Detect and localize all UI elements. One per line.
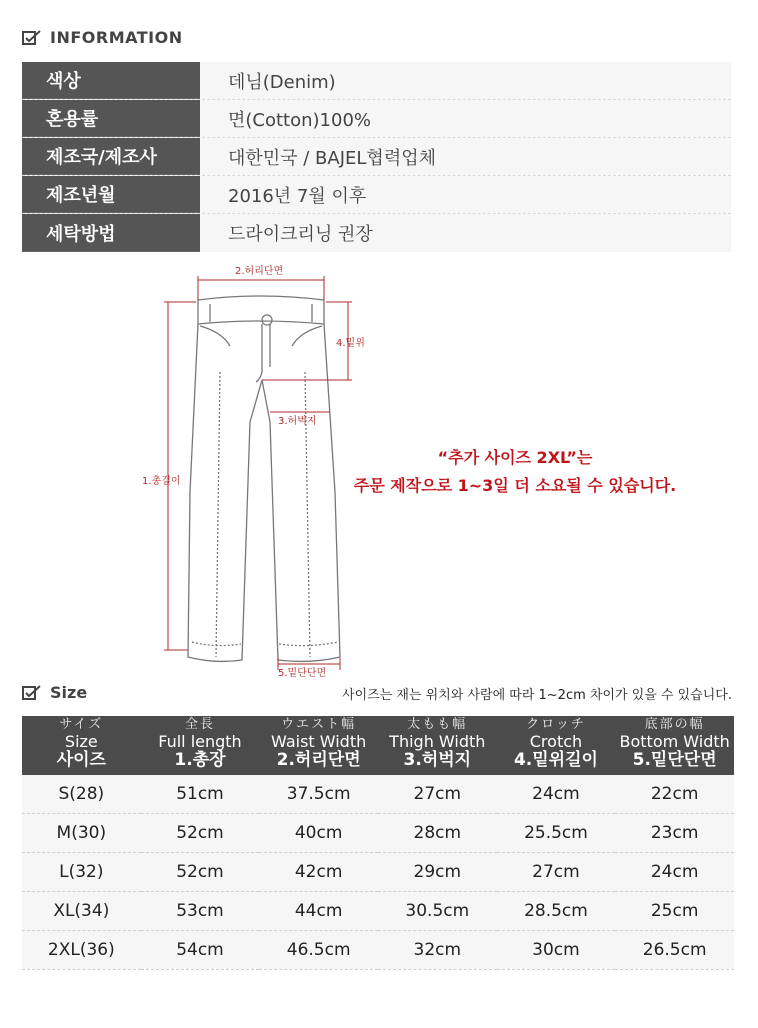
size-cell: 23cm	[615, 813, 734, 852]
size-cell: 27cm	[497, 852, 616, 891]
header-en: Full length	[158, 731, 242, 751]
size-cell: 53cm	[141, 891, 260, 930]
checkbox-pencil-icon	[22, 685, 42, 701]
bottom-label: 5.밑단단면	[278, 668, 327, 679]
header-en: Crotch	[529, 731, 583, 751]
size-cell: 51cm	[141, 775, 260, 814]
info-row-washing	[22, 214, 731, 252]
size-cell: 28cm	[378, 813, 497, 852]
info-value: 면(Cotton)100%	[200, 100, 731, 137]
info-label: 색상	[22, 62, 200, 99]
info-row-manufacturer	[22, 138, 731, 176]
info-value: 드라이크리닝 권장	[200, 214, 731, 252]
measurement-lines	[164, 276, 352, 670]
size-cell: 24cm	[497, 775, 616, 814]
information-heading	[22, 28, 183, 47]
size-cell: 25cm	[615, 891, 734, 930]
size-cell: 2XL(36)	[22, 930, 141, 969]
info-label: 제조년월	[22, 176, 200, 213]
size-cell: 42cm	[259, 852, 378, 891]
pants-outline	[188, 296, 340, 661]
header-jp: 底部の幅	[644, 717, 705, 732]
header-en: Bottom Width	[619, 731, 730, 751]
header-crotch	[497, 716, 616, 775]
header-en: Thigh Width	[389, 731, 486, 751]
size-cell: S(28)	[22, 775, 141, 814]
header-bottom-width	[615, 716, 734, 775]
size-row	[22, 930, 734, 969]
header-jp: ウエスト幅	[281, 717, 357, 732]
size-cell: 30cm	[497, 930, 616, 969]
info-row-color	[22, 62, 731, 100]
header-ko: 사이즈	[56, 750, 106, 771]
size-cell: 22cm	[615, 775, 734, 814]
info-row-material	[22, 100, 731, 138]
info-value: 2016년 7월 이후	[200, 176, 731, 213]
header-ko: 1.총장	[174, 750, 226, 771]
size-row	[22, 813, 734, 852]
total-length-label: 1.총길이	[142, 476, 181, 487]
size-row	[22, 775, 734, 814]
info-label: 세탁방법	[22, 214, 200, 252]
info-label: 혼용률	[22, 100, 200, 137]
size-cell: 52cm	[141, 852, 260, 891]
size-variance-note: 사이즈는 재는 위치와 사람에 따라 1~2cm 차이가 있을 수 있습니다.	[342, 688, 732, 703]
size-cell: 25.5cm	[497, 813, 616, 852]
header-jp: クロッチ	[526, 717, 586, 732]
waist-label: 2.허리단면	[235, 266, 284, 277]
size-cell: 26.5cm	[615, 930, 734, 969]
information-table	[22, 62, 731, 252]
size-cell: 37.5cm	[259, 775, 378, 814]
size-table-header	[22, 716, 734, 775]
size-cell: XL(34)	[22, 891, 141, 930]
header-size	[22, 716, 141, 775]
info-row-date	[22, 176, 731, 214]
header-full-length	[141, 716, 260, 775]
checkbox-pencil-icon	[22, 30, 42, 46]
header-ko: 5.밑단단면	[632, 750, 717, 771]
info-value: 대한민국 / BAJEL협력업체	[200, 138, 731, 175]
size-cell: 52cm	[141, 813, 260, 852]
size-cell: 29cm	[378, 852, 497, 891]
size-cell: 46.5cm	[259, 930, 378, 969]
header-ko: 2.허리단면	[276, 750, 361, 771]
header-jp: 太もも幅	[407, 717, 468, 732]
size-row	[22, 852, 734, 891]
size-cell: 28.5cm	[497, 891, 616, 930]
size-row	[22, 891, 734, 930]
header-en: Waist Width	[271, 731, 367, 751]
size-heading-text: Size	[50, 683, 88, 702]
info-value: 데님(Denim)	[200, 62, 731, 99]
header-ko: 3.허벅지	[403, 750, 472, 771]
size-cell: 27cm	[378, 775, 497, 814]
size-cell: 24cm	[615, 852, 734, 891]
size-cell: 30.5cm	[378, 891, 497, 930]
size-cell: M(30)	[22, 813, 141, 852]
header-waist-width	[259, 716, 378, 775]
header-jp: サイズ	[59, 717, 104, 732]
size-heading	[22, 683, 87, 702]
header-thigh-width	[378, 716, 497, 775]
header-en: Size	[64, 731, 98, 751]
thigh-label: 3.허벅지	[278, 416, 317, 427]
header-ko: 4.밑위길이	[513, 750, 598, 771]
information-heading-text: INFORMATION	[50, 28, 183, 47]
size-cell: 32cm	[378, 930, 497, 969]
size-table	[22, 716, 734, 970]
pants-measurement-diagram	[130, 262, 370, 682]
header-jp: 全長	[184, 717, 215, 732]
crotch-label: 4.밑위	[336, 338, 365, 349]
size-cell: 54cm	[141, 930, 260, 969]
size-cell: L(32)	[22, 852, 141, 891]
notice-line-2: 주문 제작으로 1~3일 더 소요될 수 있습니다.	[353, 476, 677, 495]
custom-size-notice	[340, 444, 690, 500]
info-label: 제조국/제조사	[22, 138, 200, 175]
notice-line-1: “추가 사이즈 2XL”는	[437, 448, 593, 467]
size-cell: 44cm	[259, 891, 378, 930]
size-cell: 40cm	[259, 813, 378, 852]
